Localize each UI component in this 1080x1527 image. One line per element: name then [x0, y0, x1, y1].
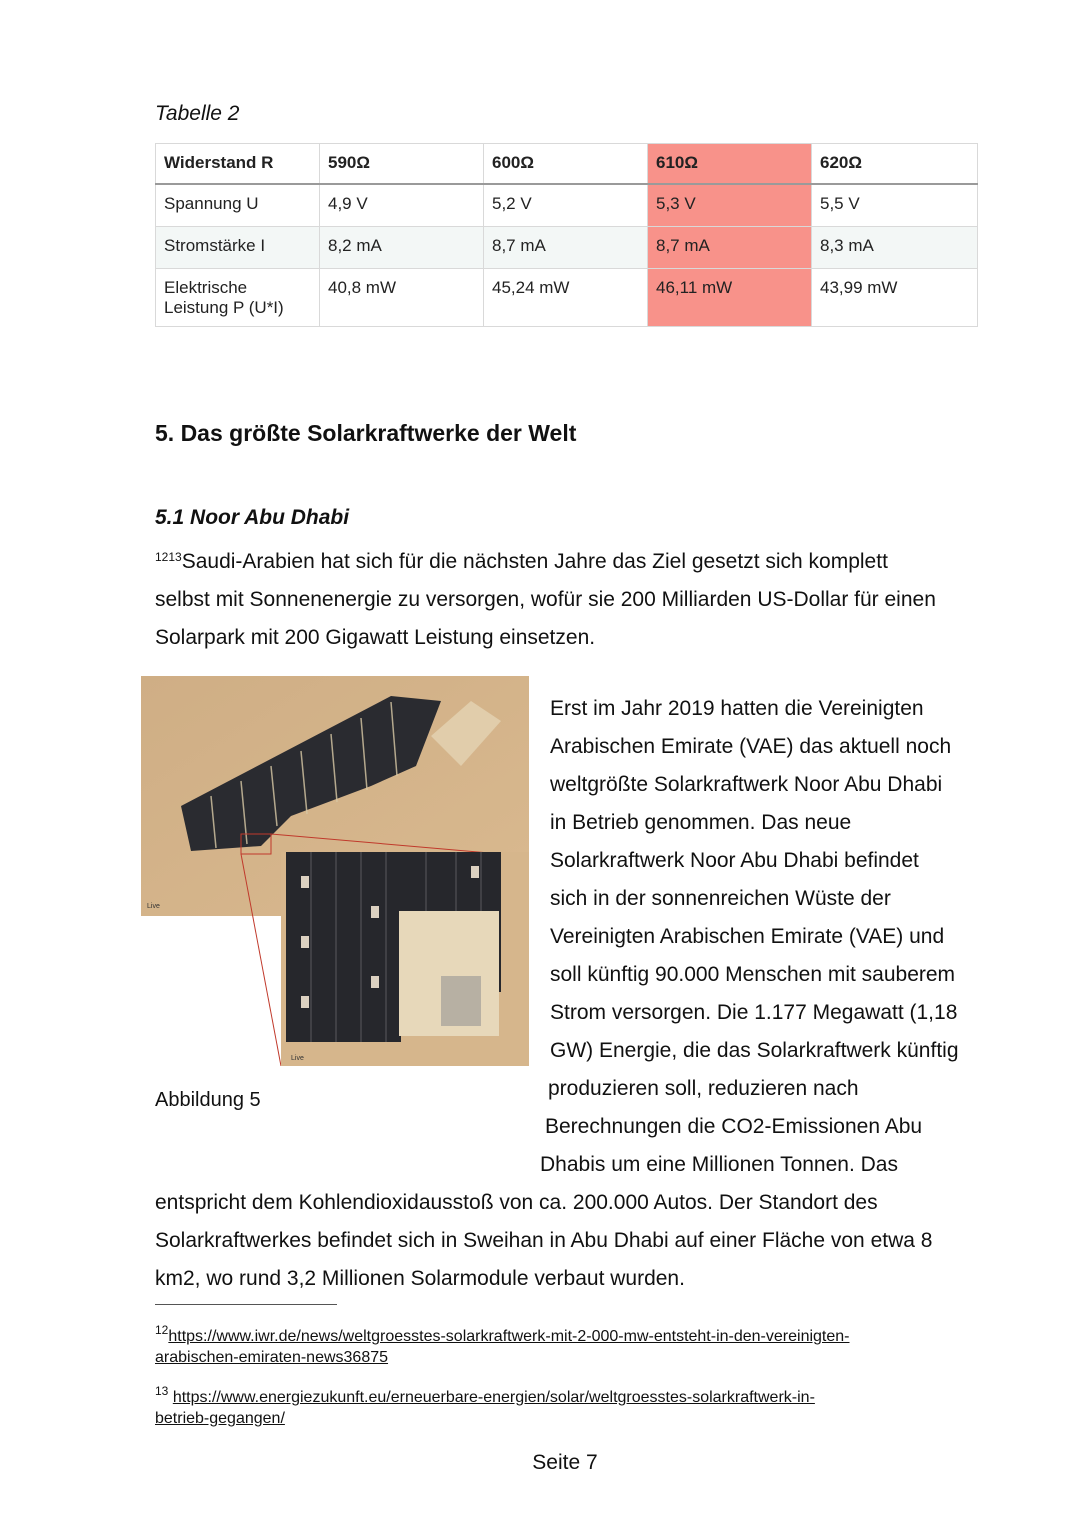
- footnote-12: [155, 1320, 985, 1368]
- wrap-line: Solarkraftwerk Noor Abu Dhabi befindet: [550, 849, 919, 872]
- wrap-line: produzieren soll, reduzieren nach: [548, 1077, 859, 1100]
- table-header-cell-highlighted: 610Ω: [648, 144, 812, 185]
- intro-paragraph: [155, 538, 985, 657]
- intro-line: [155, 538, 985, 581]
- wrap-line: soll künftig 90.000 Menschen mit sauberem: [550, 963, 956, 986]
- footnote-refs[interactable]: 1213: [155, 550, 182, 564]
- table-header-cell: Widerstand R: [156, 144, 320, 185]
- wrap-line: Arabischen Emirate (VAE) das aktuell noch: [550, 735, 952, 758]
- table-cell: 5,5 V: [812, 184, 978, 227]
- measurement-table: [155, 143, 978, 327]
- wrap-line: Berechnungen die CO2-Emissionen Abu: [545, 1115, 923, 1138]
- footnote-link[interactable]: https://www.energiezukunft.eu/erneuerbare-energien/solar/weltgroesstes-solarkraftwerk-in-: [172, 1389, 815, 1406]
- body-line: km2, wo rund 3,2 Millionen Solarmodule verbaut wurden.: [155, 1267, 685, 1290]
- table-row-label: Elektrische Leistung P (U*I): [156, 269, 320, 327]
- table-row: [156, 227, 978, 269]
- figure-caption: Abbildung 5: [155, 1089, 261, 1111]
- wrap-line: Vereinigten Arabischen Emirate (VAE) und: [550, 925, 945, 948]
- table-row-label: Stromstärke I: [156, 227, 320, 269]
- wrap-line: GW) Energie, die das Solarkraftwerk künftig: [550, 1039, 959, 1062]
- body-line: Solarkraftwerkes befindet sich in Sweihan in Abu Dhabi auf einer Fläche von etwa 8: [155, 1229, 933, 1252]
- table-row: [156, 184, 978, 227]
- table-cell-highlighted: 46,11 mW: [648, 269, 812, 327]
- footnote-13: [155, 1381, 985, 1429]
- footnote-number: 13: [155, 1384, 169, 1398]
- wrap-line: sich in der sonnenreichen Wüste der: [550, 887, 891, 910]
- wrap-line: in Betrieb genommen. Das neue: [550, 811, 852, 834]
- body-line: entspricht dem Kohlendioxidausstoß von ca. 200.000 Autos. Der Standort des: [155, 1191, 878, 1214]
- watermark: Live: [291, 1055, 304, 1062]
- table-cell: 8,3 mA: [812, 227, 978, 269]
- satellite-figure: [141, 676, 529, 1066]
- intro-line: selbst mit Sonnenenergie zu versorgen, wofür sie 200 Milliarden US-Dollar für einen: [155, 588, 936, 611]
- wrap-line: weltgrößte Solarkraftwerk Noor Abu Dhabi: [550, 773, 943, 796]
- table-header-cell: 600Ω: [484, 144, 648, 185]
- table-row: [156, 269, 978, 327]
- subsection-title: 5.1 Noor Abu Dhabi: [155, 506, 350, 529]
- page-number: Seite 7: [532, 1451, 598, 1474]
- intro-line-text: Saudi-Arabien hat sich für die nächsten Jahre das Ziel gesetzt sich komplett: [181, 550, 888, 573]
- table-row-label: Spannung U: [156, 184, 320, 227]
- table-cell-highlighted: 5,3 V: [648, 184, 812, 227]
- footnote-link-continued[interactable]: betrieb-gegangen/: [155, 1410, 285, 1427]
- footnote-link-continued[interactable]: arabischen-emiraten-news36875: [155, 1349, 389, 1366]
- wrap-line: Erst im Jahr 2019 hatten die Vereinigten: [550, 697, 924, 720]
- wrap-line: Strom versorgen. Die 1.177 Megawatt (1,18: [550, 1001, 958, 1024]
- table-caption: Tabelle 2: [155, 102, 240, 125]
- table-cell: 43,99 mW: [812, 269, 978, 327]
- table-cell-highlighted: 8,7 mA: [648, 227, 812, 269]
- table-cell: 4,9 V: [320, 184, 484, 227]
- table-header-cell: 590Ω: [320, 144, 484, 185]
- table-cell: 40,8 mW: [320, 269, 484, 327]
- footnote-link[interactable]: https://www.iwr.de/news/weltgroesstes-solarkraftwerk-mit-2-000-mw-entsteht-in-den-vereinigten-: [168, 1328, 850, 1345]
- table-cell: 8,7 mA: [484, 227, 648, 269]
- watermark: Live: [147, 903, 160, 910]
- wrap-line: Dhabis um eine Millionen Tonnen. Das: [540, 1153, 898, 1176]
- intro-line: Solarpark mit 200 Gigawatt Leistung einsetzen.: [155, 626, 596, 649]
- footnote-divider: [155, 1304, 337, 1305]
- table-cell: 8,2 mA: [320, 227, 484, 269]
- table-header-cell: 620Ω: [812, 144, 978, 185]
- table-cell: 45,24 mW: [484, 269, 648, 327]
- section-title: 5. Das größte Solarkraftwerke der Welt: [155, 420, 577, 446]
- table-cell: 5,2 V: [484, 184, 648, 227]
- footnote-number: 12: [155, 1323, 169, 1337]
- table-header-row: [156, 144, 978, 185]
